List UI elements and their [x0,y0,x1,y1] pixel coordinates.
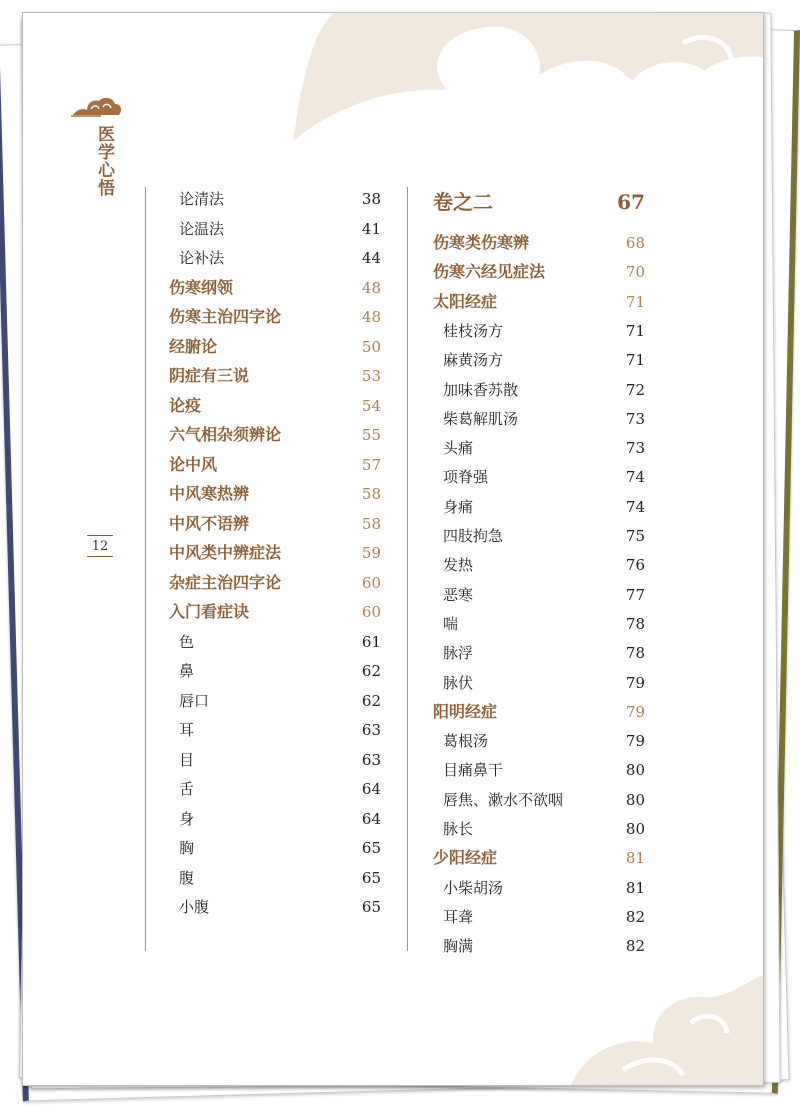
toc-entry-title: 小柴胡汤 [443,878,504,897]
toc-entry[interactable] [433,903,645,931]
toc-entry-page: 58 [361,514,381,533]
toc-entry-title: 六气相杂须辨论 [169,425,282,444]
toc-entry-title: 少阳经症 [433,848,498,868]
toc-entry-page: 71 [625,351,645,370]
toc-entry-title: 脉长 [443,820,474,838]
toc-entry-title: 中风类中辨症法 [169,543,282,562]
toc-page [22,12,764,1086]
toc-entry-title: 麻黄汤方 [443,351,504,370]
toc-entry[interactable] [433,727,645,755]
toc-entry[interactable] [169,893,381,921]
toc-entry-title: 发热 [443,556,474,575]
toc-entry-title: 腹 [179,868,195,887]
toc-entry[interactable] [433,932,645,960]
toc-volume-heading[interactable] [433,186,645,218]
right-column-rule [407,187,408,951]
toc-entry-page: 57 [361,455,381,474]
toc-entry-page: 54 [361,396,381,415]
toc-entry-title: 头痛 [443,439,474,458]
toc-entry-title: 耳 [179,721,195,739]
toc-entry-page: 64 [361,780,381,798]
toc-entry-page: 81 [625,849,645,868]
toc-entry-page: 80 [625,820,645,838]
toc-entry-page: 63 [361,721,381,739]
toc-entry-page: 74 [625,468,645,487]
toc-entry[interactable] [433,434,645,462]
toc-entry-title: 舌 [179,780,195,798]
toc-entry-page: 82 [625,907,645,926]
toc-entry[interactable] [169,716,381,744]
left-column-rule [145,187,146,951]
toc-entry-page: 79 [625,732,645,751]
toc-entry-page: 76 [625,556,645,575]
toc-entry[interactable] [169,362,381,390]
toc-entry[interactable] [169,598,381,626]
toc-entry-page: 65 [361,898,381,916]
toc-entry[interactable] [169,628,381,656]
toc-entry-title: 伤寒类伤寒辨 [433,233,530,252]
toc-entry-title: 唇口 [179,691,210,710]
toc-entry-page: 60 [361,603,381,621]
toc-entry[interactable] [433,639,645,667]
toc-entry-title: 太阳经症 [433,291,498,311]
toc-entry[interactable] [169,746,381,774]
page-number-box [87,535,113,557]
toc-entry-page: 61 [361,632,381,651]
toc-entry-title: 中风不语辨 [169,513,250,533]
toc-entry[interactable] [169,185,381,213]
toc-entry[interactable] [169,775,381,803]
toc-entry-title: 论清法 [179,190,225,208]
toc-entry-page: 71 [625,292,645,311]
toc-entry[interactable] [169,864,381,892]
toc-entry[interactable] [169,510,381,538]
toc-entry-title: 身痛 [443,497,474,516]
toc-entry-page: 55 [361,426,381,444]
toc-entry-page: 65 [361,868,381,887]
toc-entry[interactable] [433,669,645,697]
toc-entry[interactable] [433,493,645,521]
toc-volume-page: 67 [617,190,645,214]
toc-entry[interactable] [433,288,645,316]
toc-entry-title: 唇焦、漱水不欲咽 [443,790,564,809]
toc-entry-page: 62 [361,691,381,710]
toc-entry[interactable] [433,405,645,433]
toc-entry-title: 目 [179,750,195,769]
toc-entry[interactable] [169,215,381,243]
toc-entry[interactable] [169,303,381,331]
toc-entry-title: 入门看症诀 [169,602,250,621]
toc-entry[interactable] [433,376,645,404]
toc-entry-title: 桂枝汤方 [443,321,504,340]
toc-entry-page: 73 [625,439,645,458]
toc-entry-page: 79 [625,673,645,692]
toc-entry-title: 杂症主治四字论 [169,572,282,592]
toc-entry-title: 目痛鼻干 [443,761,504,780]
toc-entry[interactable] [169,657,381,685]
toc-entry[interactable] [433,756,645,784]
toc-entry-title: 经腑论 [169,336,218,356]
cloud-decoration-bottom [563,965,763,1085]
toc-entry[interactable] [169,569,381,597]
toc-entry[interactable] [169,244,381,272]
toc-entry-page: 82 [625,937,645,956]
toc-entry[interactable] [433,815,645,843]
toc-entry-title: 脉伏 [443,673,474,692]
toc-entry[interactable] [433,229,645,257]
toc-entry-title: 身 [179,809,195,828]
toc-entry[interactable] [433,786,645,814]
toc-entry-page: 71 [625,321,645,340]
toc-entry-page: 64 [361,809,381,828]
toc-entry-title: 论温法 [179,219,225,238]
toc-entry-title: 项脊强 [443,468,489,487]
toc-entry[interactable] [433,551,645,579]
toc-entry-title: 鼻 [179,662,195,680]
toc-entry-title: 加味香苏散 [443,380,519,399]
toc-entry-page: 38 [361,190,381,208]
cloud-decoration-top [273,13,763,143]
toc-entry-page: 80 [625,761,645,780]
toc-entry[interactable] [433,463,645,491]
toc-entry[interactable] [433,610,645,638]
toc-entry-page: 78 [625,614,645,633]
toc-entry-page: 65 [361,839,381,857]
toc-entry[interactable] [169,834,381,862]
toc-entry[interactable] [433,346,645,374]
toc-entry-title: 中风寒热辨 [169,484,250,503]
toc-entry[interactable] [169,687,381,715]
toc-entry-title: 胸 [179,839,195,857]
toc-volume-label: 卷之二 [433,190,493,214]
toc-entry-title: 论中风 [169,454,218,474]
toc-entry-title: 四肢拘急 [443,527,504,545]
toc-entry-title: 脉浮 [443,644,474,663]
book-title: 医学心悟 [94,125,114,197]
toc-entry-title: 柴葛解肌汤 [443,409,519,428]
toc-entry-page: 58 [361,485,381,503]
toc-entry-page: 80 [625,790,645,809]
toc-entry[interactable] [169,333,381,361]
toc-entry-page: 60 [361,573,381,592]
toc-entry-page: 73 [625,409,645,428]
page-number-rule-bottom [87,556,113,557]
cloud-logo-icon [71,95,123,119]
toc-entry-title: 胸满 [443,937,474,956]
toc-entry[interactable] [169,539,381,567]
toc-entry-title: 恶寒 [443,585,474,604]
toc-entry-page: 74 [625,497,645,516]
toc-entry-title: 色 [179,632,195,651]
toc-entry-page: 63 [361,750,381,769]
toc-entry[interactable] [433,874,645,902]
toc-entry-page: 53 [361,367,381,385]
toc-entry[interactable] [169,421,381,449]
toc-entry-page: 41 [361,219,381,238]
toc-entry-title: 阳明经症 [433,701,498,721]
toc-entry-title: 论补法 [179,249,225,267]
toc-entry-title: 喘 [443,614,459,633]
toc-entry-title: 耳聋 [443,907,474,926]
toc-entry-page: 44 [361,249,381,267]
toc-entry-title: 论疫 [169,395,202,415]
toc-entry-page: 68 [625,234,645,252]
toc-entry-page: 70 [625,263,645,282]
toc-entry-title: 伤寒主治四字论 [169,307,282,326]
toc-entry[interactable] [433,698,645,726]
toc-entry-page: 50 [361,337,381,356]
toc-entry-page: 59 [361,544,381,562]
toc-entry-page: 48 [361,308,381,326]
toc-entry-title: 伤寒六经见症法 [433,262,546,282]
toc-entry-page: 81 [625,878,645,897]
toc-entry-page: 48 [361,278,381,297]
toc-entry-title: 小腹 [179,898,210,916]
toc-entry-title: 葛根汤 [443,732,489,751]
toc-entry[interactable] [433,522,645,550]
toc-entry[interactable] [433,844,645,872]
toc-entry-page: 72 [625,380,645,399]
toc-entry-page: 62 [361,662,381,680]
toc-entry[interactable] [169,392,381,420]
toc-entry[interactable] [169,480,381,508]
toc-entry-page: 77 [625,585,645,604]
page-number: 12 [91,539,109,554]
toc-entry[interactable] [169,805,381,833]
toc-entry[interactable] [169,274,381,302]
toc-entry[interactable] [433,317,645,345]
toc-entry[interactable] [433,258,645,286]
toc-entry-title: 伤寒纲领 [169,277,234,297]
toc-entry-page: 79 [625,702,645,721]
toc-entry[interactable] [433,581,645,609]
toc-entry-title: 阴症有三说 [169,366,250,385]
toc-entry-page: 78 [625,644,645,663]
toc-entry[interactable] [169,451,381,479]
toc-entry-page: 75 [625,527,645,545]
